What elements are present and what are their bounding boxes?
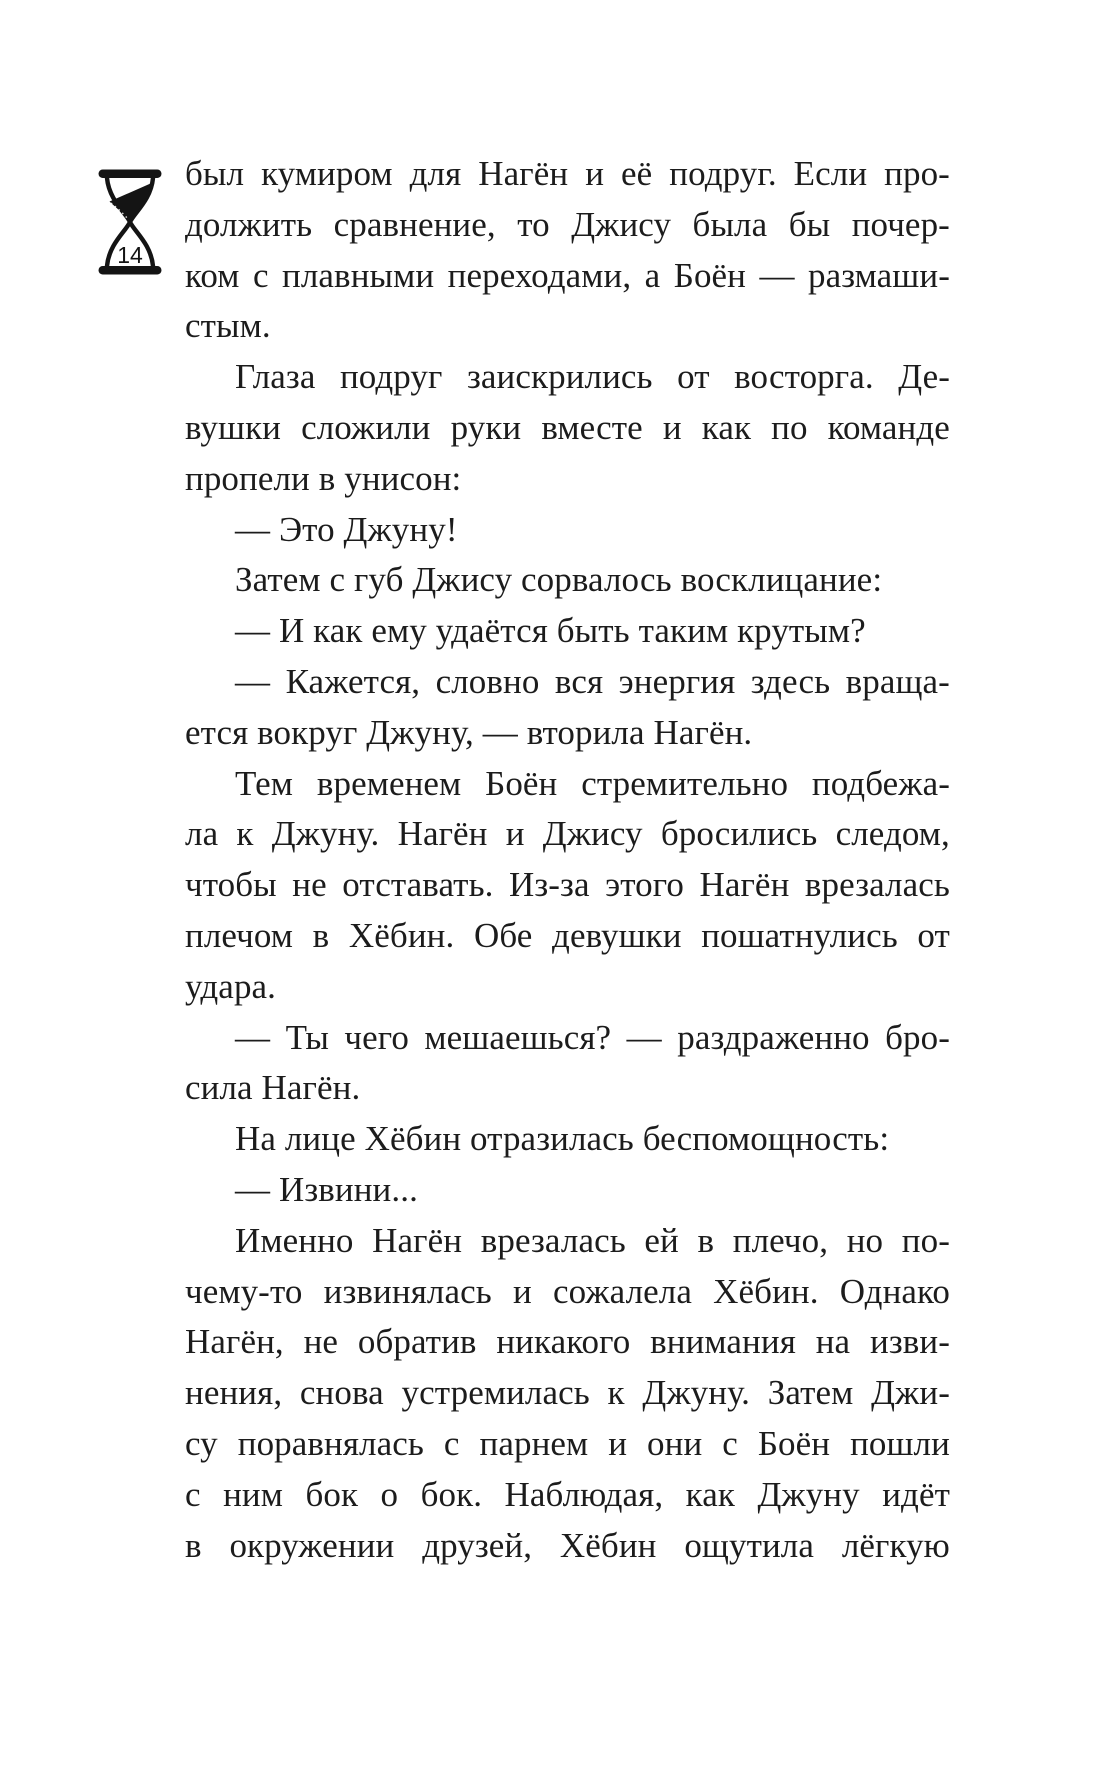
text-word: не <box>292 865 327 905</box>
text-line: — И как ему удаётся быть таким крутым? <box>235 611 866 651</box>
text-word: отставать. <box>342 865 494 905</box>
text-word: и <box>585 154 605 193</box>
text-word: Нагён <box>699 865 790 905</box>
text-line <box>185 1521 950 1572</box>
text-word: с <box>722 1423 738 1463</box>
text-line: удара. <box>185 966 277 1006</box>
text-word: была <box>692 204 768 244</box>
text-word: к <box>607 1373 625 1413</box>
text-word: обратив <box>357 1322 477 1362</box>
text-word: от <box>917 915 950 955</box>
text-word: стремительно <box>581 763 789 803</box>
text-line <box>185 657 950 708</box>
text-word: сожалела <box>552 1271 692 1311</box>
text-word: раздраженно <box>677 1017 870 1057</box>
text-word: Глаза <box>235 357 316 397</box>
text-word: Наблюдая, <box>504 1474 664 1514</box>
text-word: Джуну. <box>271 814 380 854</box>
text-word: Обе <box>473 915 533 955</box>
text-word: враща- <box>845 661 950 701</box>
text-word: как <box>685 1474 735 1514</box>
text-line <box>185 352 950 403</box>
text-word: в <box>312 915 330 955</box>
text-word: на <box>815 1322 851 1362</box>
text-word: Джису <box>542 814 643 854</box>
text-word: бро- <box>885 1017 950 1057</box>
text-word: восторга. <box>734 357 874 397</box>
text-word: с <box>443 1423 460 1463</box>
text-word: плечом <box>185 915 294 955</box>
text-line <box>185 1216 950 1267</box>
text-word: этого <box>605 865 684 905</box>
text-word: не <box>303 1322 339 1362</box>
text-word: кумиром <box>261 154 393 193</box>
text-word: и <box>662 407 682 447</box>
text-word: Нагён <box>478 154 569 193</box>
text-word: мешаешься? <box>424 1017 612 1057</box>
text-line <box>185 403 950 454</box>
text-word: бросились <box>660 814 818 854</box>
text-line: сила Нагён. <box>185 1068 361 1108</box>
text-word: окружении <box>229 1525 395 1565</box>
text-word: ощутила <box>684 1525 814 1565</box>
text-line <box>185 1368 950 1419</box>
text-line <box>185 1419 950 1470</box>
text-word: по- <box>901 1220 950 1260</box>
text-word: временем <box>316 763 462 803</box>
text-word: как <box>701 407 752 447</box>
text-word: сравнение, <box>333 204 496 244</box>
text-line: стым. <box>185 306 271 346</box>
text-word: никакого <box>496 1322 631 1362</box>
text-word: и <box>608 1423 628 1463</box>
text-line <box>185 809 950 860</box>
text-word: от <box>677 357 710 397</box>
text-word: пошли <box>850 1423 950 1463</box>
text-word: врезалась <box>804 865 950 905</box>
page-marker <box>97 169 163 275</box>
text-word: Кажется, <box>285 661 421 701</box>
text-word: подбежа- <box>811 763 950 803</box>
text-word: пошатнулись <box>701 915 898 955</box>
text-line <box>185 1013 950 1064</box>
text-line <box>185 911 950 962</box>
text-word: почер- <box>851 204 950 244</box>
text-word: Нагён, <box>185 1322 284 1362</box>
text-word: сложили <box>301 407 431 447</box>
text-word: Боён <box>673 255 747 295</box>
text-word: команде <box>827 407 950 447</box>
text-word: Хёбин. <box>713 1271 819 1311</box>
text-word: вместе <box>541 407 643 447</box>
text-word: вушки <box>185 407 282 447</box>
text-word: извинялась <box>323 1271 492 1311</box>
text-word: здесь <box>750 661 831 701</box>
text-word: снова <box>299 1373 384 1413</box>
text-word: Джуну <box>757 1474 860 1514</box>
text-word: подруг <box>339 357 443 397</box>
text-word: ла <box>185 814 219 854</box>
text-word: — <box>626 1017 662 1057</box>
text-word: а <box>644 255 661 295</box>
text-line <box>185 200 950 251</box>
text-line <box>185 1267 950 1318</box>
text-word: Именно <box>235 1220 354 1260</box>
text-line <box>185 149 950 200</box>
text-line: На лице Хёбин отразилась беспомощность: <box>235 1119 890 1159</box>
text-block <box>185 149 950 1571</box>
text-word: лёгкую <box>841 1525 950 1565</box>
text-word: Из-за <box>509 865 590 905</box>
text-word: но <box>846 1220 884 1260</box>
text-word: ним <box>223 1474 284 1514</box>
text-word: изви- <box>869 1322 950 1362</box>
text-word: то <box>517 204 550 244</box>
text-word: заискрились <box>466 357 653 397</box>
text-word: и <box>505 814 525 854</box>
text-word: Тем <box>235 763 294 803</box>
text-word: — <box>235 661 271 701</box>
text-line <box>185 1470 950 1521</box>
text-word: о <box>380 1474 399 1514</box>
text-word: следом, <box>835 814 950 854</box>
text-word: Де- <box>898 357 950 397</box>
text-word: бок. <box>420 1474 483 1514</box>
text-word: внимания <box>650 1322 796 1362</box>
text-word: к <box>236 814 254 854</box>
text-line <box>185 251 950 302</box>
text-word: устремилась <box>401 1373 590 1413</box>
text-word: подруг. <box>669 154 777 193</box>
page-number: 14 <box>117 242 143 268</box>
text-word: Боён <box>757 1423 831 1463</box>
text-line <box>185 759 950 810</box>
text-word: переходами, <box>447 255 632 295</box>
text-word: для <box>409 154 462 193</box>
text-word: парнем <box>479 1423 589 1463</box>
text-word: плечо, <box>732 1220 829 1260</box>
text-word: Нагён <box>372 1220 463 1260</box>
text-word: чтобы <box>185 865 277 905</box>
text-line: — Извини... <box>235 1169 418 1209</box>
text-word: они <box>647 1423 703 1463</box>
text-word: Затем <box>767 1373 854 1413</box>
text-word: нения, <box>185 1373 283 1413</box>
text-word: — <box>759 255 795 295</box>
text-word: поравнялась <box>237 1423 424 1463</box>
text-word: чего <box>344 1017 409 1057</box>
text-word: — <box>235 1017 271 1057</box>
hourglass-icon <box>97 169 163 275</box>
text-word: друзей, <box>422 1525 533 1565</box>
text-word: и <box>512 1271 532 1311</box>
text-line: Затем с губ Джису сорвалось восклицание: <box>235 560 883 600</box>
text-word: девушки <box>552 915 682 955</box>
text-word: ком <box>185 255 240 295</box>
text-word: идёт <box>882 1474 950 1514</box>
text-word: Хёбин. <box>348 915 455 955</box>
text-word: Однако <box>839 1271 950 1311</box>
text-word: с <box>252 255 269 295</box>
text-word: бок <box>305 1474 359 1514</box>
text-word: вся <box>554 661 604 701</box>
text-line <box>185 860 950 911</box>
text-word: с <box>185 1474 201 1514</box>
text-line: — Это Джуну! <box>235 509 458 549</box>
text-word: в <box>185 1525 202 1565</box>
text-word: руки <box>450 407 522 447</box>
text-word: плавными <box>282 255 435 295</box>
text-word: чему-то <box>185 1271 303 1311</box>
text-line: ется вокруг Джуну, — вторила Нагён. <box>185 712 753 752</box>
text-word: Нагён <box>397 814 488 854</box>
text-line <box>185 1317 950 1368</box>
text-word: по <box>771 407 808 447</box>
text-word: су <box>185 1423 218 1463</box>
text-word: её <box>621 154 653 193</box>
text-word: про- <box>884 154 950 193</box>
text-word: врезалась <box>480 1220 626 1260</box>
text-word: Хёбин <box>559 1525 657 1565</box>
text-word: Джису <box>571 204 672 244</box>
text-word: Боён <box>485 763 558 803</box>
text-word: Ты <box>285 1017 329 1057</box>
text-word: должить <box>185 204 313 244</box>
text-word: размаши- <box>808 255 950 295</box>
text-word: Если <box>793 154 868 193</box>
text-word: ей <box>644 1220 679 1260</box>
text-word: словно <box>435 661 540 701</box>
text-word: в <box>697 1220 715 1260</box>
text-word: Джи- <box>871 1373 950 1413</box>
text-word: бы <box>788 204 831 244</box>
text-word: Джуну. <box>642 1373 751 1413</box>
text-word: был <box>185 154 245 193</box>
text-line: пропели в унисон: <box>185 458 462 498</box>
text-word: энергия <box>618 661 736 701</box>
